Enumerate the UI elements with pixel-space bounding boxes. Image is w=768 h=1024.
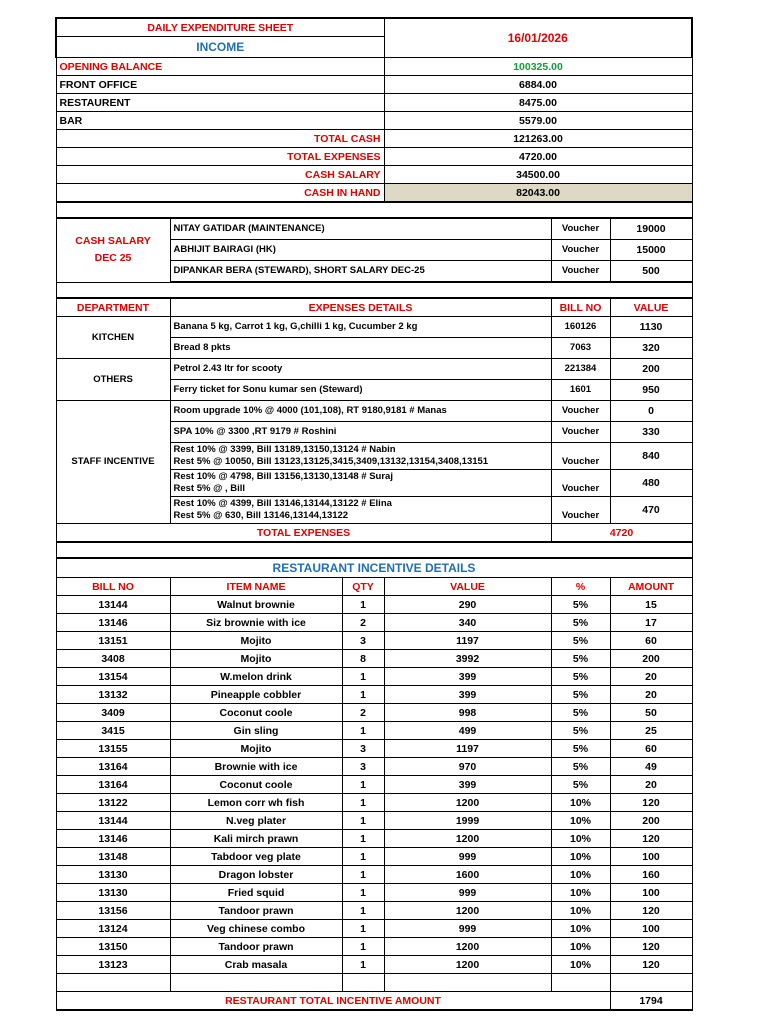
dept-kitchen: KITCHEN <box>56 317 170 359</box>
expenses-header-row <box>56 298 692 317</box>
income-value: 100325.00 <box>384 58 692 76</box>
incentive-qty: 1 <box>342 596 384 614</box>
incentive-pct: 5% <box>551 668 610 686</box>
incentive-item: Gin sling <box>170 722 342 740</box>
incentive-pct: 5% <box>551 776 610 794</box>
incentive-bill: 13123 <box>56 956 170 974</box>
details-header: EXPENSES DETAILS <box>170 298 551 317</box>
total-expenses-value: 4720.00 <box>384 148 692 166</box>
incentive-pct: 5% <box>551 686 610 704</box>
incentive-item: Dragon lobster <box>170 866 342 884</box>
incentive-row <box>56 902 692 920</box>
incentive-amount: 120 <box>610 902 692 920</box>
incentive-row <box>56 668 692 686</box>
incentive-value: 1200 <box>384 794 551 812</box>
blank-cell <box>342 974 384 992</box>
incentive-row <box>56 650 692 668</box>
income-row <box>56 94 692 112</box>
incentive-qty: 1 <box>342 776 384 794</box>
incentive-amount: 15 <box>610 596 692 614</box>
expense-detail: Banana 5 kg, Carrot 1 kg, G,chilli 1 kg, Cucumber 2 kg <box>170 317 551 338</box>
expense-value: 0 <box>610 401 692 422</box>
incentive-item: Mojito <box>170 650 342 668</box>
incentive-amount: 120 <box>610 830 692 848</box>
expense-value: 200 <box>610 359 692 380</box>
incentive-amount: 60 <box>610 632 692 650</box>
incentive-pct: 10% <box>551 794 610 812</box>
income-value: 8475.00 <box>384 94 692 112</box>
incentive-bill: 13148 <box>56 848 170 866</box>
incentive-pct: 10% <box>551 812 610 830</box>
spacer-row <box>56 282 692 298</box>
incentive-qty: 3 <box>342 758 384 776</box>
incentive-qty: 1 <box>342 920 384 938</box>
dept-others: OTHERS <box>56 359 170 401</box>
incentive-qty: 3 <box>342 632 384 650</box>
incentive-pct: 10% <box>551 938 610 956</box>
incentive-amount: 160 <box>610 866 692 884</box>
incentive-bill: 13146 <box>56 614 170 632</box>
sheet-table <box>55 17 693 1011</box>
total-cash-label: TOTAL CASH <box>56 130 384 148</box>
expense-detail: Ferry ticket for Sonu kumar sen (Steward) <box>170 380 551 401</box>
incentive-amount: 17 <box>610 614 692 632</box>
incentive-value: 499 <box>384 722 551 740</box>
incentive-bill: 13144 <box>56 812 170 830</box>
incentive-pct: 10% <box>551 884 610 902</box>
incentive-item: Pineapple cobbler <box>170 686 342 704</box>
incentive-title: RESTAURANT INCENTIVE DETAILS <box>56 558 692 578</box>
salary-name: DIPANKAR BERA (STEWARD), SHORT SALARY DEC-25 <box>170 261 551 283</box>
income-row <box>56 58 692 76</box>
incentive-amount: 200 <box>610 650 692 668</box>
cash-in-hand-label: CASH IN HAND <box>56 184 384 203</box>
incentive-amount-header: AMOUNT <box>610 578 692 596</box>
incentive-value: 1600 <box>384 866 551 884</box>
cash-in-hand-value: 82043.00 <box>384 184 692 203</box>
incentive-bill: 13146 <box>56 830 170 848</box>
incentive-pct: 5% <box>551 704 610 722</box>
incentive-pct: 5% <box>551 614 610 632</box>
incentive-pct: 5% <box>551 722 610 740</box>
incentive-row <box>56 776 692 794</box>
blank-cell <box>170 974 342 992</box>
incentive-value: 1200 <box>384 956 551 974</box>
incentive-amount: 20 <box>610 668 692 686</box>
salary-amount: 500 <box>610 261 692 283</box>
incentive-value: 999 <box>384 884 551 902</box>
incentive-item: Walnut brownie <box>170 596 342 614</box>
incentive-bill: 13164 <box>56 758 170 776</box>
incentive-value: 999 <box>384 920 551 938</box>
spacer-row <box>56 542 692 558</box>
income-row <box>56 76 692 94</box>
incentive-bill: 3409 <box>56 704 170 722</box>
incentive-bill: 13122 <box>56 794 170 812</box>
salary-amount: 15000 <box>610 240 692 261</box>
incentive-pct: 10% <box>551 920 610 938</box>
salary-voucher: Voucher <box>551 240 610 261</box>
incentive-bill: 13132 <box>56 686 170 704</box>
incentive-pct: 5% <box>551 758 610 776</box>
salary-amount: 19000 <box>610 218 692 240</box>
incentive-row <box>56 866 692 884</box>
incentive-qty: 1 <box>342 848 384 866</box>
incentive-bill: 3415 <box>56 722 170 740</box>
detail-line: Rest 5% @ 630, Bill 13146,13144,13122 <box>173 510 349 521</box>
incentive-value: 999 <box>384 848 551 866</box>
total-expenses-label: TOTAL EXPENSES <box>56 148 384 166</box>
incentive-qty: 2 <box>342 704 384 722</box>
expense-detail: Bread 8 pkts <box>170 338 551 359</box>
incentive-row <box>56 920 692 938</box>
incentive-pct: 5% <box>551 740 610 758</box>
detail-line: Rest 5% @ , Bill <box>173 483 246 494</box>
incentive-qty: 1 <box>342 956 384 974</box>
income-label: OPENING BALANCE <box>56 58 384 76</box>
income-label: FRONT OFFICE <box>56 76 384 94</box>
incentive-pct: 10% <box>551 902 610 920</box>
total-row <box>56 148 692 166</box>
spacer-row <box>56 202 692 218</box>
expense-bill: 1601 <box>551 380 610 401</box>
detail-line: Rest 5% @ 10050, Bill 13123,13125,3415,3409,13132,13154,3408,13151 <box>173 456 489 467</box>
sheet-subtitle: INCOME <box>56 37 384 58</box>
incentive-qty: 1 <box>342 866 384 884</box>
incentive-item: Tandoor prawn <box>170 902 342 920</box>
incentive-value: 1999 <box>384 812 551 830</box>
expense-row <box>56 401 692 422</box>
incentive-pct: 10% <box>551 848 610 866</box>
expense-detail <box>170 443 551 470</box>
incentive-amount: 25 <box>610 722 692 740</box>
income-value: 5579.00 <box>384 112 692 130</box>
detail-line: Rest 10% @ 4399, Bill 13146,13144,13122 # Elina <box>173 498 392 509</box>
expense-detail <box>170 497 551 524</box>
incentive-bill: 13156 <box>56 902 170 920</box>
incentive-qty: 1 <box>342 722 384 740</box>
expenses-total-label: TOTAL EXPENSES <box>56 524 551 543</box>
sheet-title: DAILY EXPENDITURE SHEET <box>56 18 384 37</box>
incentive-qty: 1 <box>342 686 384 704</box>
incentive-total-row <box>56 992 692 1011</box>
incentive-qty: 1 <box>342 812 384 830</box>
incentive-item: Fried squid <box>170 884 342 902</box>
salary-name: NITAY GATIDAR (MAINTENANCE) <box>170 218 551 240</box>
incentive-title-row <box>56 558 692 578</box>
salary-voucher: Voucher <box>551 261 610 283</box>
incentive-item: W.melon drink <box>170 668 342 686</box>
incentive-item: N.veg plater <box>170 812 342 830</box>
expense-bill: Voucher <box>551 497 610 524</box>
incentive-pct: 10% <box>551 866 610 884</box>
incentive-row <box>56 938 692 956</box>
incentive-row <box>56 884 692 902</box>
incentive-amount: 100 <box>610 884 692 902</box>
incentive-item: Mojito <box>170 740 342 758</box>
incentive-row <box>56 722 692 740</box>
total-cash-value: 121263.00 <box>384 130 692 148</box>
total-row <box>56 184 692 203</box>
incentive-total-label: RESTAURANT TOTAL INCENTIVE AMOUNT <box>56 992 610 1011</box>
incentive-value: 3992 <box>384 650 551 668</box>
incentive-amount: 20 <box>610 776 692 794</box>
incentive-pct: 10% <box>551 956 610 974</box>
incentive-row <box>56 812 692 830</box>
incentive-qty: 1 <box>342 938 384 956</box>
expense-detail: Room upgrade 10% @ 4000 (101,108), RT 9180,9181 # Manas <box>170 401 551 422</box>
incentive-item: Veg chinese combo <box>170 920 342 938</box>
incentive-item: Brownie with ice <box>170 758 342 776</box>
incentive-item: Kali mirch prawn <box>170 830 342 848</box>
incentive-value: 1197 <box>384 740 551 758</box>
income-value: 6884.00 <box>384 76 692 94</box>
expense-bill: Voucher <box>551 470 610 497</box>
dept-staff-incentive: STAFF INCENTIVE <box>56 401 170 524</box>
detail-line: Rest 10% @ 4798, Bill 13156,13130,13148 # Suraj <box>173 471 393 482</box>
incentive-item: Crab masala <box>170 956 342 974</box>
incentive-value: 1200 <box>384 938 551 956</box>
department-header: DEPARTMENT <box>56 298 170 317</box>
incentive-amount: 100 <box>610 920 692 938</box>
incentive-value: 1200 <box>384 830 551 848</box>
incentive-amount: 49 <box>610 758 692 776</box>
total-row <box>56 130 692 148</box>
incentive-qty-header: QTY <box>342 578 384 596</box>
bill-header: BILL NO <box>551 298 610 317</box>
incentive-pct: 5% <box>551 650 610 668</box>
incentive-row <box>56 830 692 848</box>
incentive-qty: 3 <box>342 740 384 758</box>
expense-value: 1130 <box>610 317 692 338</box>
incentive-row <box>56 632 692 650</box>
incentive-bill-header: BILL NO <box>56 578 170 596</box>
incentive-amount: 120 <box>610 938 692 956</box>
incentive-amount: 100 <box>610 848 692 866</box>
incentive-pct: 5% <box>551 632 610 650</box>
expense-bill: Voucher <box>551 443 610 470</box>
salary-name: ABHIJIT BAIRAGI (HK) <box>170 240 551 261</box>
incentive-amount: 200 <box>610 812 692 830</box>
incentive-row <box>56 614 692 632</box>
incentive-row <box>56 686 692 704</box>
incentive-row <box>56 740 692 758</box>
incentive-bill: 13130 <box>56 866 170 884</box>
expense-bill: 7063 <box>551 338 610 359</box>
incentive-value: 1197 <box>384 632 551 650</box>
incentive-item: Tabdoor veg plate <box>170 848 342 866</box>
salary-voucher: Voucher <box>551 218 610 240</box>
sheet-date: 16/01/2026 <box>384 18 692 58</box>
blank-cell <box>56 974 170 992</box>
blank-cell <box>551 974 610 992</box>
cash-salary-value: 34500.00 <box>384 166 692 184</box>
expense-value: 950 <box>610 380 692 401</box>
incentive-pct: 10% <box>551 830 610 848</box>
expense-value: 470 <box>610 497 692 524</box>
salary-label-line1: CASH SALARY <box>75 235 151 248</box>
incentive-value: 970 <box>384 758 551 776</box>
incentive-value: 1200 <box>384 902 551 920</box>
expense-detail <box>170 470 551 497</box>
title-row <box>56 18 692 37</box>
expense-bill: 160126 <box>551 317 610 338</box>
expense-bill: 221384 <box>551 359 610 380</box>
incentive-item: Siz brownie with ice <box>170 614 342 632</box>
incentive-bill: 13164 <box>56 776 170 794</box>
incentive-amount: 20 <box>610 686 692 704</box>
blank-row <box>56 974 692 992</box>
expenses-total-value: 4720 <box>551 524 692 543</box>
incentive-row <box>56 758 692 776</box>
expense-bill: Voucher <box>551 401 610 422</box>
total-row <box>56 166 692 184</box>
incentive-bill: 13154 <box>56 668 170 686</box>
incentive-item-header: ITEM NAME <box>170 578 342 596</box>
incentive-value: 998 <box>384 704 551 722</box>
incentive-row <box>56 794 692 812</box>
incentive-qty: 2 <box>342 614 384 632</box>
expenses-total-row <box>56 524 692 543</box>
value-header: VALUE <box>610 298 692 317</box>
incentive-value: 340 <box>384 614 551 632</box>
incentive-item: Tandoor prawn <box>170 938 342 956</box>
incentive-amount: 120 <box>610 956 692 974</box>
incentive-qty: 8 <box>342 650 384 668</box>
incentive-bill: 13124 <box>56 920 170 938</box>
incentive-total-value: 1794 <box>610 992 692 1011</box>
incentive-item: Coconut coole <box>170 704 342 722</box>
detail-line: Rest 10% @ 3399, Bill 13189,13150,13124 # Nabin <box>173 444 396 455</box>
incentive-value: 290 <box>384 596 551 614</box>
incentive-bill: 3408 <box>56 650 170 668</box>
incentive-value-header: VALUE <box>384 578 551 596</box>
incentive-bill: 13130 <box>56 884 170 902</box>
incentive-bill: 13150 <box>56 938 170 956</box>
cash-salary-label: CASH SALARY <box>56 166 384 184</box>
incentive-amount: 60 <box>610 740 692 758</box>
incentive-row <box>56 956 692 974</box>
incentive-row <box>56 848 692 866</box>
expense-bill: Voucher <box>551 422 610 443</box>
expense-value: 320 <box>610 338 692 359</box>
incentive-row <box>56 596 692 614</box>
expense-row <box>56 317 692 338</box>
expense-row <box>56 359 692 380</box>
income-label: BAR <box>56 112 384 130</box>
incentive-value: 399 <box>384 776 551 794</box>
incentive-qty: 1 <box>342 830 384 848</box>
incentive-bill: 13144 <box>56 596 170 614</box>
income-row <box>56 112 692 130</box>
expense-value: 840 <box>610 443 692 470</box>
incentive-qty: 1 <box>342 884 384 902</box>
incentive-value: 399 <box>384 668 551 686</box>
incentive-pct-header: % <box>551 578 610 596</box>
expenditure-sheet <box>55 17 691 1011</box>
income-label: RESTAURENT <box>56 94 384 112</box>
blank-cell <box>384 974 551 992</box>
incentive-bill: 13155 <box>56 740 170 758</box>
incentive-row <box>56 704 692 722</box>
incentive-qty: 1 <box>342 902 384 920</box>
incentive-bill: 13151 <box>56 632 170 650</box>
incentive-value: 399 <box>384 686 551 704</box>
incentive-qty: 1 <box>342 794 384 812</box>
salary-section-label <box>56 218 170 282</box>
blank-cell <box>610 974 692 992</box>
expense-value: 480 <box>610 470 692 497</box>
incentive-header-row <box>56 578 692 596</box>
incentive-qty: 1 <box>342 668 384 686</box>
incentive-pct: 5% <box>551 596 610 614</box>
incentive-amount: 50 <box>610 704 692 722</box>
expense-detail: SPA 10% @ 3300 ,RT 9179 # Roshini <box>170 422 551 443</box>
incentive-amount: 120 <box>610 794 692 812</box>
incentive-item: Lemon corr wh fish <box>170 794 342 812</box>
incentive-item: Mojito <box>170 632 342 650</box>
salary-row <box>56 218 692 240</box>
expense-detail: Petrol 2.43 ltr for scooty <box>170 359 551 380</box>
incentive-item: Coconut coole <box>170 776 342 794</box>
expense-value: 330 <box>610 422 692 443</box>
salary-label-line2: DEC 25 <box>94 252 132 265</box>
